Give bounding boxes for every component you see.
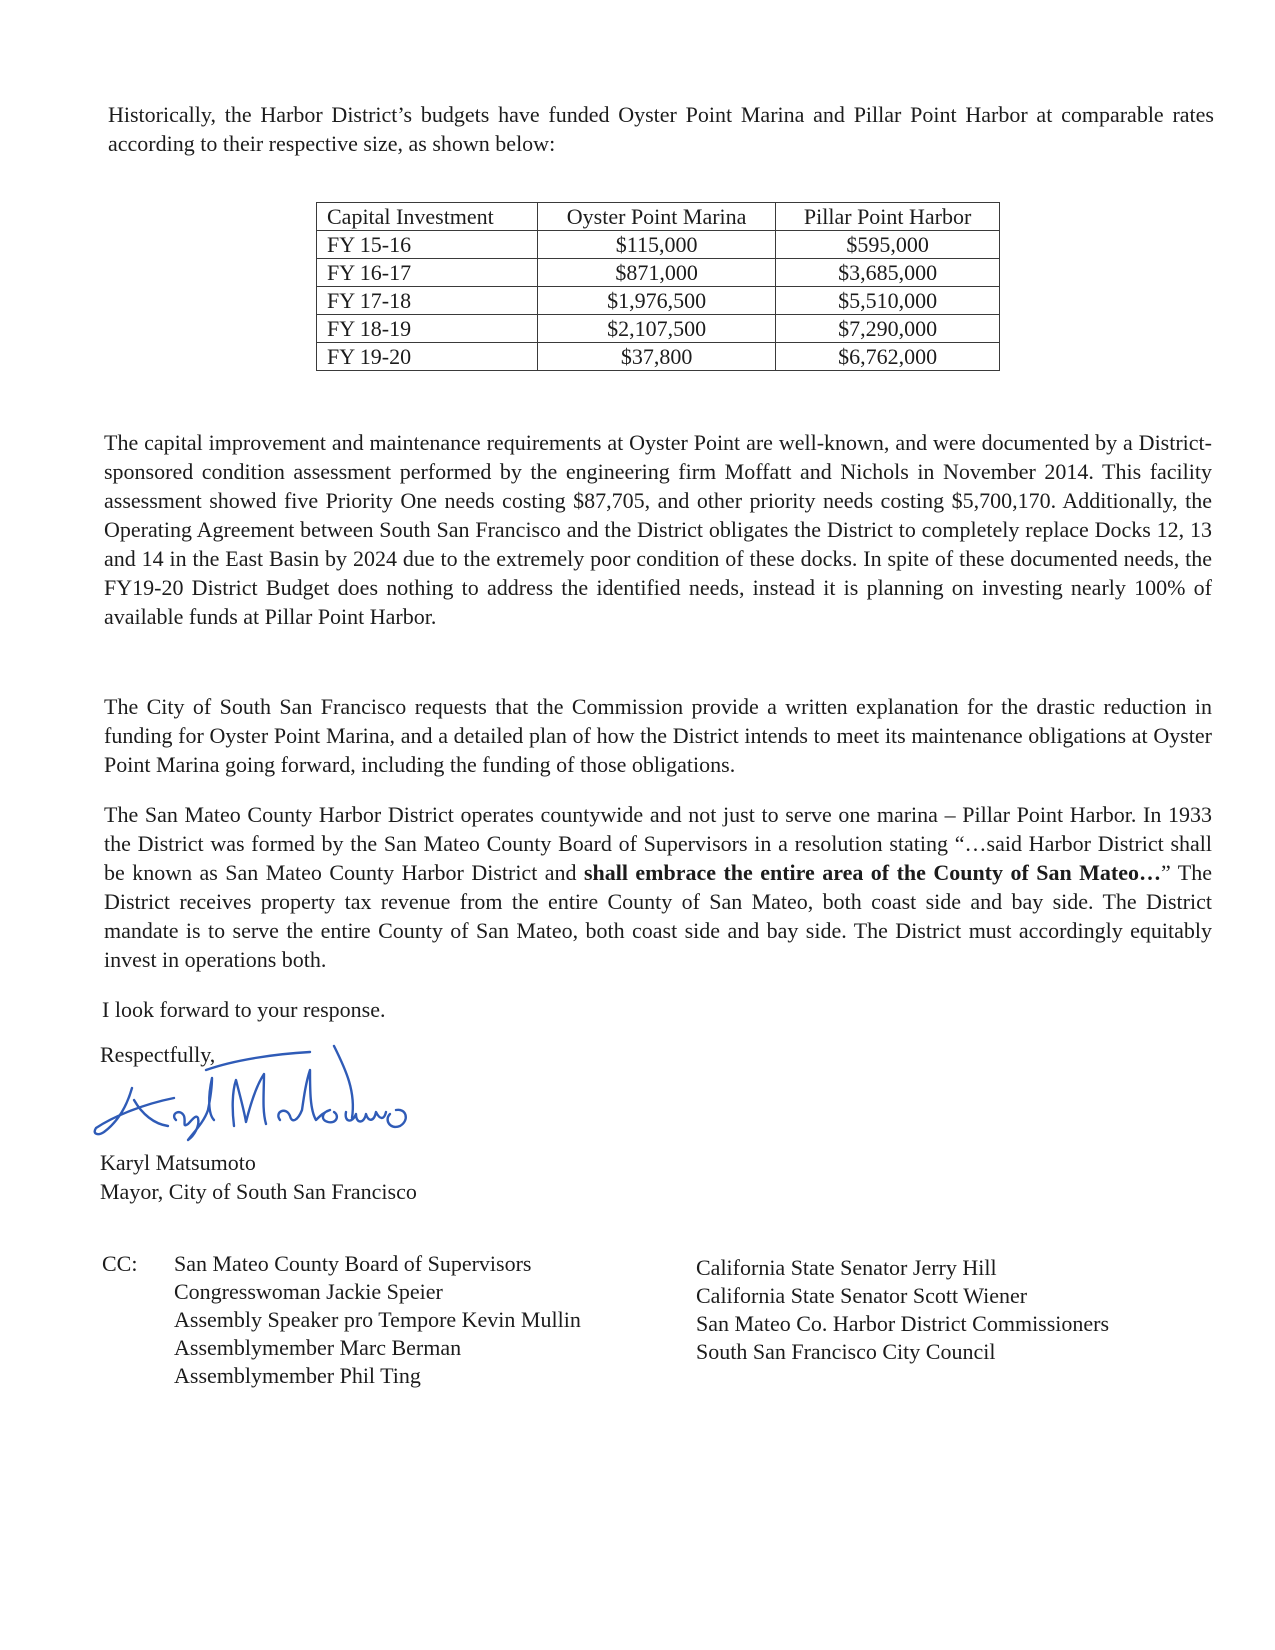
- signer-title: Mayor, City of South San Francisco: [100, 1179, 417, 1204]
- signer-name: Karyl Matsumoto: [100, 1150, 256, 1175]
- header-capital-investment: Capital Investment: [317, 203, 538, 231]
- cc-recipient: San Mateo Co. Harbor District Commissioners: [696, 1311, 1110, 1336]
- cc-label: CC:: [102, 1251, 138, 1276]
- oyster-point-cell: $1,976,500: [538, 287, 776, 315]
- cc-recipient: Congresswoman Jackie Speier: [174, 1279, 443, 1304]
- cc-recipient: San Mateo County Board of Supervisors: [174, 1251, 532, 1276]
- table-row: [317, 343, 1000, 371]
- cc-recipient: Assembly Speaker pro Tempore Kevin Mullin: [174, 1307, 581, 1332]
- pillar-point-cell: $6,762,000: [776, 343, 1000, 371]
- oyster-point-cell: $871,000: [538, 259, 776, 287]
- countywide-paragraph: [104, 800, 1212, 974]
- closing-line: I look forward to your response.: [102, 997, 386, 1022]
- countywide-text-part-1: The San Mateo County Harbor District operates countywide and not just to serve one marina – Pillar Point Harbor. In 1933 the District was formed by the San Mateo County Board of Supervisors in a resolution stating “…said Harbor District shall be known as San Mateo County Harbor District and: [104, 802, 1212, 885]
- cc-recipient: California State Senator Jerry Hill: [696, 1255, 997, 1280]
- pillar-point-cell: $5,510,000: [776, 287, 1000, 315]
- header-oyster-point: Oyster Point Marina: [538, 203, 776, 231]
- countywide-text-part-2: ” The District receives property tax revenue from the entire County of San Mateo, both coast side and bay side. The District mandate is to serve the entire County of San Mateo, both coast side and bay side. The District must accordingly equitably invest in operations both.: [104, 860, 1212, 972]
- oyster-point-cell: $37,800: [538, 343, 776, 371]
- header-pillar-point: Pillar Point Harbor: [776, 203, 1000, 231]
- cc-recipient: California State Senator Scott Wiener: [696, 1283, 1028, 1308]
- pillar-point-cell: $3,685,000: [776, 259, 1000, 287]
- intro-paragraph: Historically, the Harbor District’s budgets have funded Oyster Point Marina and Pillar Point Harbor at comparable rates according to their respective size, as shown below:: [108, 102, 1214, 156]
- fiscal-year-cell: FY 17-18: [317, 287, 538, 315]
- fiscal-year-cell: FY 18-19: [317, 315, 538, 343]
- table-row: [317, 231, 1000, 259]
- table-row: [317, 259, 1000, 287]
- pillar-point-cell: $595,000: [776, 231, 1000, 259]
- request-paragraph: The City of South San Francisco requests that the Commission provide a written explanation for the drastic reduction in funding for Oyster Point Marina, and a detailed plan of how the District intends to meet its maintenance obligations at Oyster Point Marina going forward, including the funding of those obligations.: [104, 694, 1212, 777]
- fiscal-year-cell: FY 15-16: [317, 231, 538, 259]
- capital-needs-paragraph: The capital improvement and maintenance requirements at Oyster Point are well-known, and were documented by a District-sponsored condition assessment performed by the engineering firm Moffatt and Nichols in November 2014. This facility assessment showed five Priority One needs costing $87,705, and other priority needs costing $5,700,170. Additionally, the Operating Agreement between South San Francisco and the District obligates the District to completely replace Docks 12, 13 and 14 in the East Basin by 2024 due to the extremely poor condition of these docks. In spite of these documented needs, the FY19-20 District Budget does nothing to address the identified needs, instead it is planning on investing nearly 100% of available funds at Pillar Point Harbor.: [104, 430, 1212, 629]
- countywide-emphasis: shall embrace the entire area of the County of San Mateo…: [583, 860, 1161, 885]
- fiscal-year-cell: FY 19-20: [317, 343, 538, 371]
- pillar-point-cell: $7,290,000: [776, 315, 1000, 343]
- fiscal-year-cell: FY 16-17: [317, 259, 538, 287]
- cc-recipient: South San Francisco City Council: [696, 1339, 996, 1364]
- handwritten-signature: [84, 1040, 424, 1150]
- cc-recipient: Assemblymember Marc Berman: [174, 1335, 462, 1360]
- cc-list-left: [174, 1250, 581, 1390]
- cc-list-right: [696, 1254, 1109, 1366]
- signature-text: Karyl Matsumoto: [254, 1148, 262, 1149]
- oyster-point-cell: $115,000: [538, 231, 776, 259]
- table-row: [317, 287, 1000, 315]
- capital-investment-table: [316, 202, 1000, 371]
- cc-recipient: Assemblymember Phil Ting: [174, 1363, 421, 1388]
- table-header-row: [317, 203, 1000, 231]
- table-row: [317, 315, 1000, 343]
- valediction: Respectfully,: [100, 1042, 216, 1067]
- oyster-point-cell: $2,107,500: [538, 315, 776, 343]
